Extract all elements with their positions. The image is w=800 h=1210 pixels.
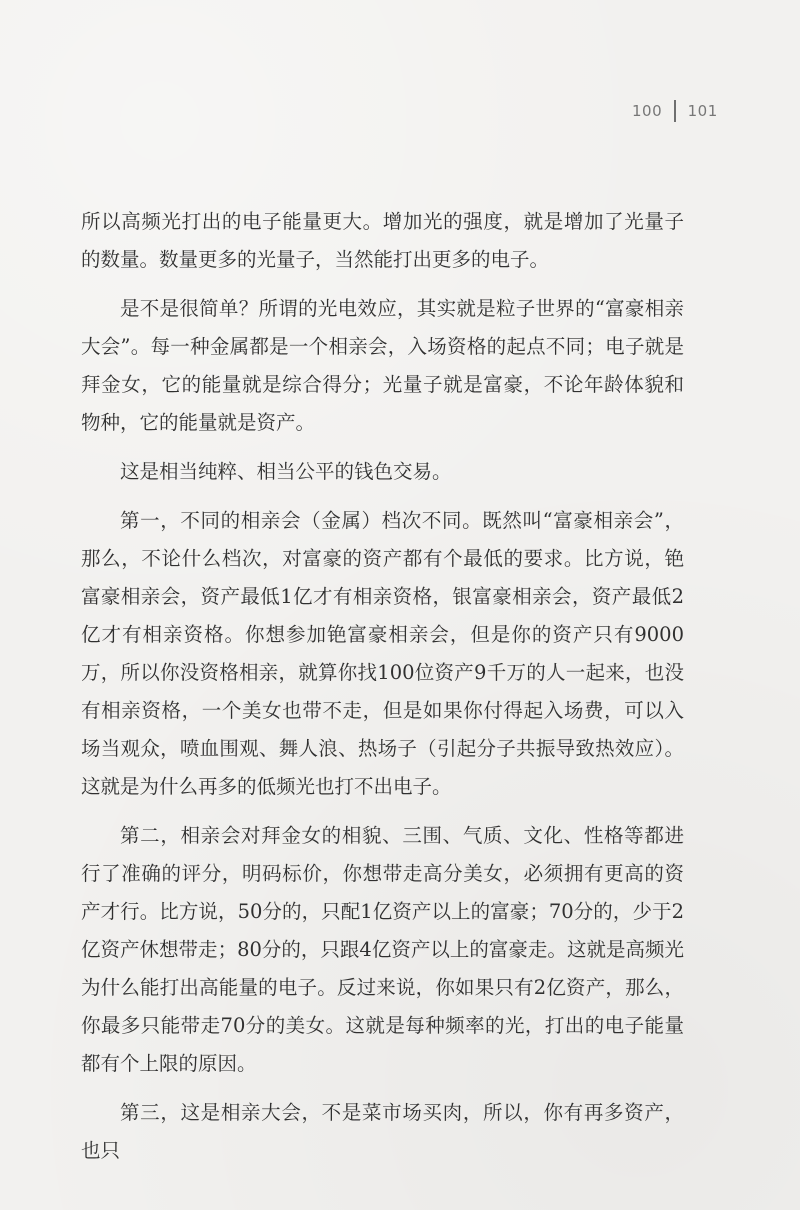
paragraph: 是不是很简单？所谓的光电效应，其实就是粒子世界的“富豪相亲大会”。每一种金属都是一个相亲会，入场资格的起点不同；电子就是拜金女，它的能量就是综合得分；光量子就是富豪，不论年龄体貌和物种，它的能量就是资产。 bbox=[81, 297, 684, 434]
body-text bbox=[81, 203, 684, 1181]
paragraph: 这是相当纯粹、相当公平的钱色交易。 bbox=[120, 460, 452, 483]
paragraph: 第二，相亲会对拜金女的相貌、三围、气质、文化、性格等都进行了准确的评分，明码标价，你想带走高分美女，必须拥有更高的资产才行。比方说，50分的，只配1亿资产以上的富豪；70分的，少于2亿资产休想带走；80分的，只跟4亿资产以上的富豪走。这就是高频光为什么能打出高能量的电子。反过来说，你如果只有2亿资产，那么，你最多只能带走70分的美女。这就是每种频率的光，打出的电子能量都有个上限的原因。 bbox=[81, 824, 684, 1075]
paragraph: 第三，这是相亲大会，不是菜市场买肉，所以，你有再多资产，也只 bbox=[81, 1101, 684, 1162]
page-number-divider bbox=[674, 100, 676, 122]
left-page-number: 100 bbox=[632, 102, 663, 120]
page-number-header bbox=[632, 100, 718, 122]
paragraph: 所以高频光打出的电子能量更大。增加光的强度，就是增加了光量子的数量。数量更多的光量子，当然能打出更多的电子。 bbox=[81, 210, 684, 271]
right-page-number: 101 bbox=[687, 102, 718, 120]
paragraph: 第一，不同的相亲会（金属）档次不同。既然叫“富豪相亲会”，那么，不论什么档次，对富豪的资产都有个最低的要求。比方说，铯富豪相亲会，资产最低1亿才有相亲资格，银富豪相亲会，资产最低2亿才有相亲资格。你想参加铯富豪相亲会，但是你的资产只有9000万，所以你没资格相亲，就算你找100位资产9千万的人一起来，也没有相亲资格，一个美女也带不走，但是如果你付得起入场费，可以入场当观众，喷血围观、舞人浪、热场子（引起分子共振导致热效应）。这就是为什么再多的低频光也打不出电子。 bbox=[81, 509, 684, 798]
